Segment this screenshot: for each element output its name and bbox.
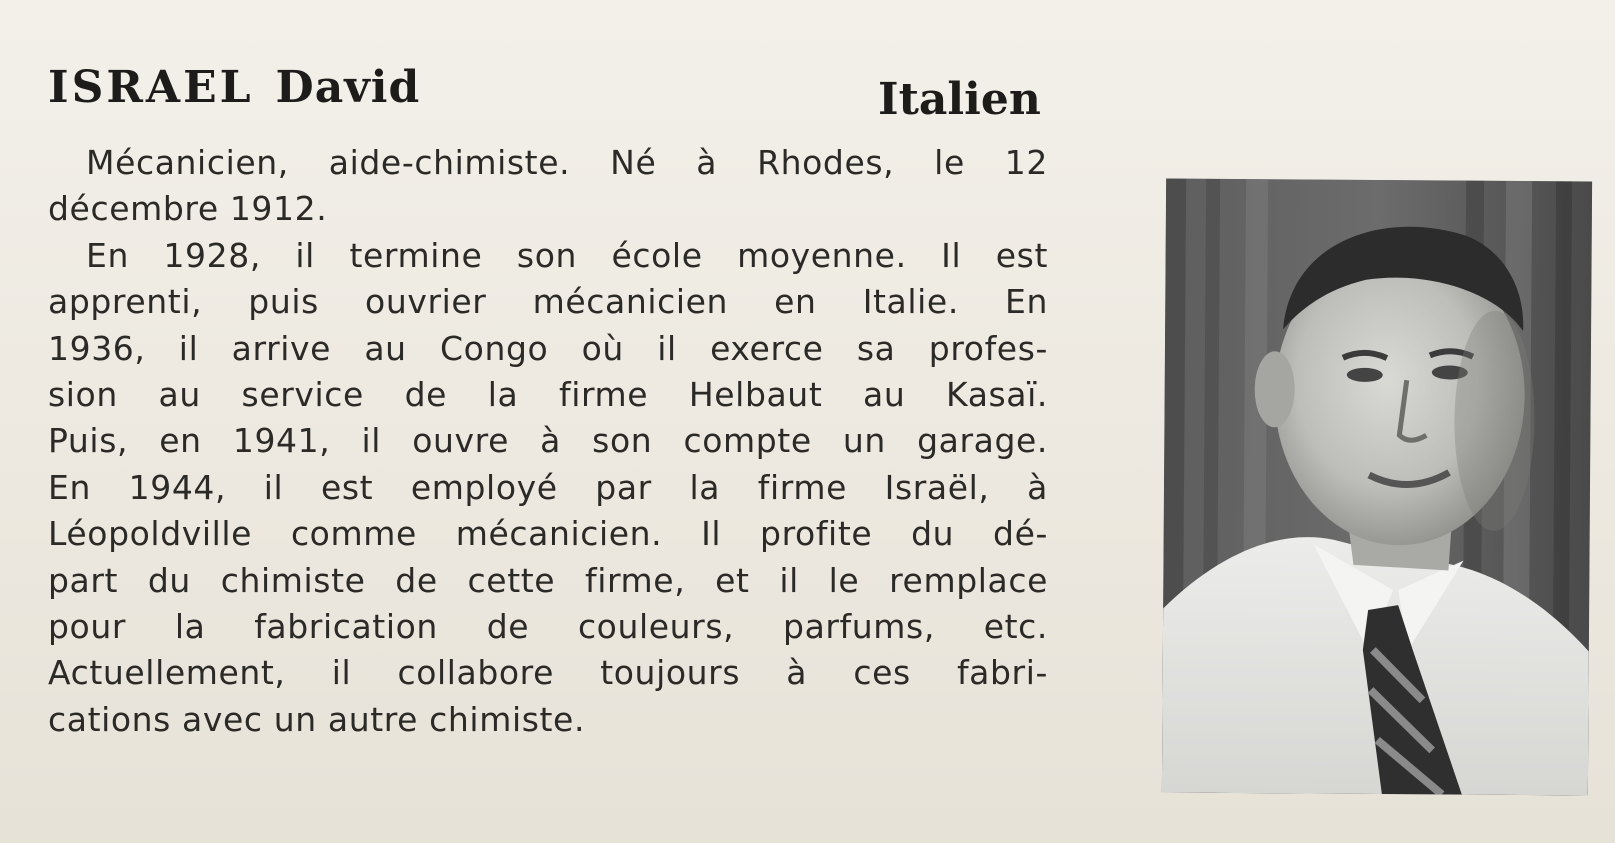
- person-name: [48, 62, 420, 113]
- bio-line: pour la fabrication de couleurs, parfums, etc.: [48, 606, 1048, 646]
- nationality: Italien: [878, 74, 1041, 125]
- bio-line: part du chimiste de cette firme, et il le remplace: [48, 560, 1048, 600]
- bio-line: En 1944, il est employé par la firme Israël, à: [48, 467, 1048, 507]
- surname: ISRAEL: [48, 62, 254, 113]
- bio-line: 1936, il arrive au Congo où il exerce sa profes-: [48, 328, 1048, 368]
- bio-line: cations avec un autre chimiste.: [48, 699, 586, 739]
- portrait-photo: [1162, 179, 1592, 796]
- bio-line: Mécanicien, aide-chimiste. Né à Rhodes, le 12: [86, 143, 1048, 182]
- bio-line: Puis, en 1941, il ouvre à son compte un garage.: [48, 421, 1048, 461]
- biography-text: [48, 140, 1048, 743]
- bio-line: apprenti, puis ouvrier mécanicien en Italie. En: [48, 282, 1048, 322]
- given-name: David: [275, 62, 421, 113]
- bio-line: En 1928, il termine son école moyenne. Il est: [86, 235, 1048, 275]
- bio-line: Léopoldville comme mécanicien. Il profite du dé-: [48, 514, 1048, 554]
- bio-line: décembre 1912.: [48, 189, 328, 229]
- bio-line: sion au service de la firme Helbaut au Kasaï.: [48, 374, 1048, 414]
- bio-line: Actuellement, il collabore toujours à ces fabri-: [48, 653, 1048, 693]
